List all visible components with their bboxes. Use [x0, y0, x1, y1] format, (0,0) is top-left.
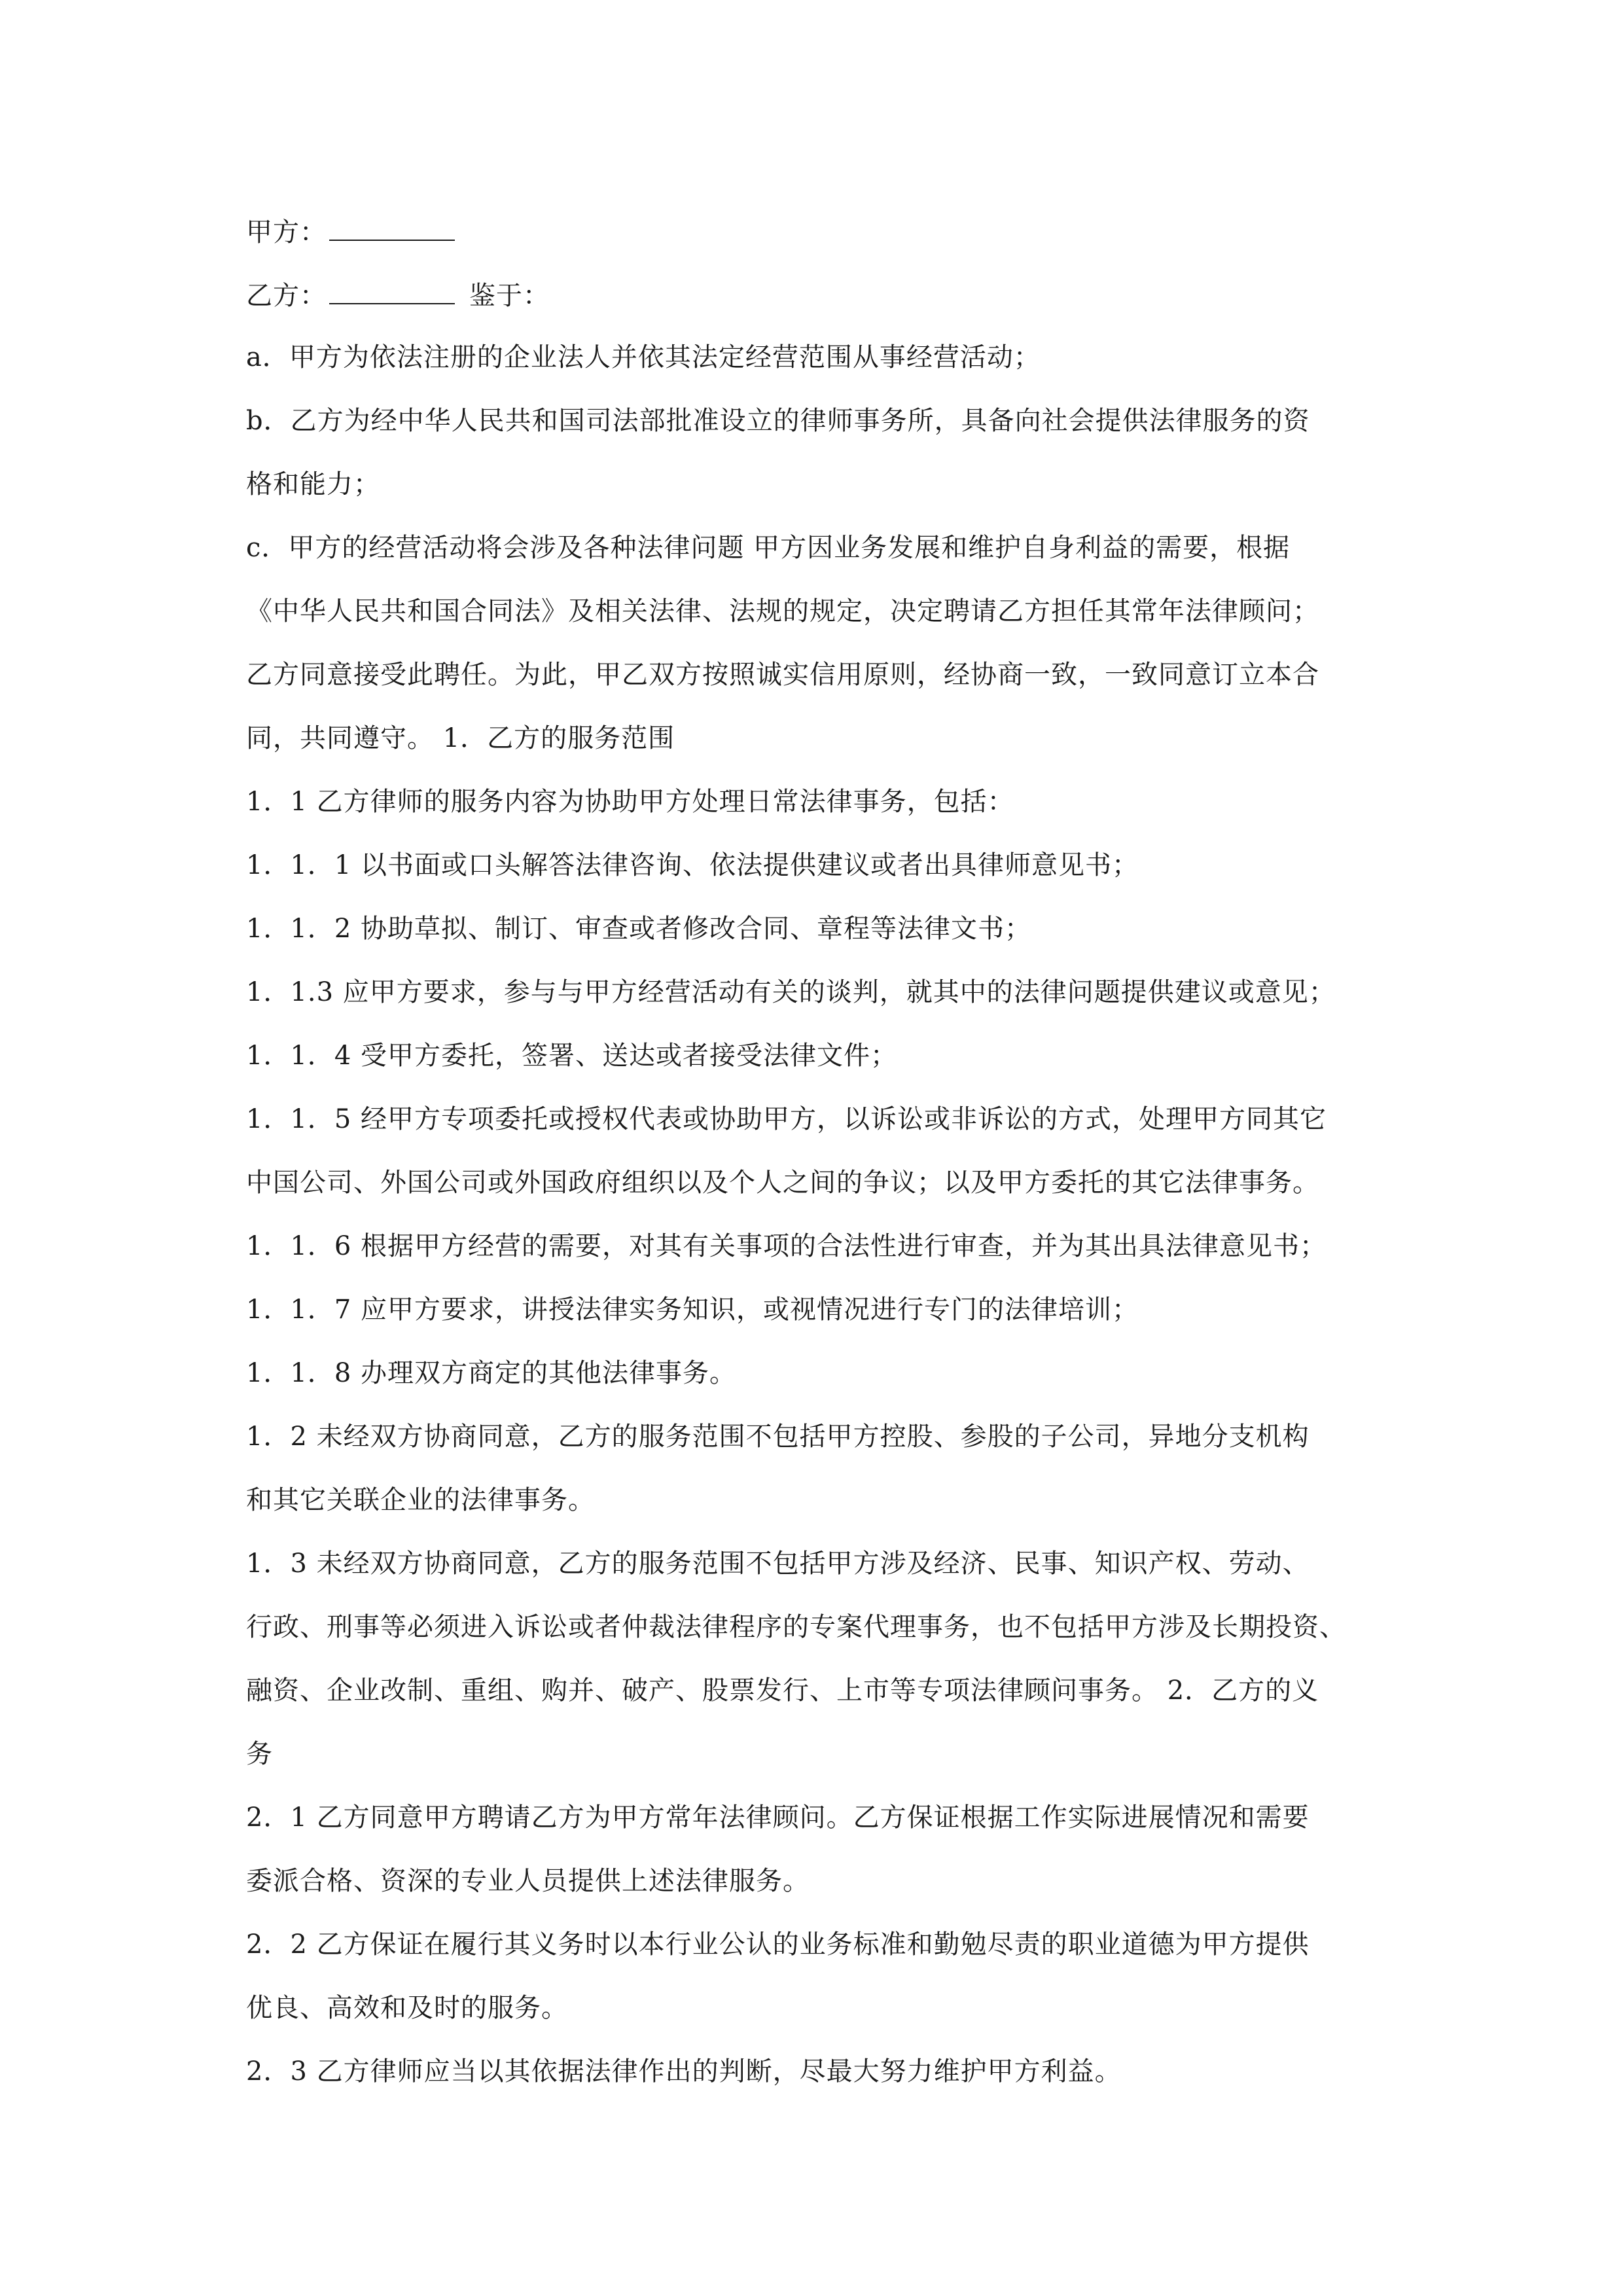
text-line: 乙方同意接受此聘任。为此，甲乙双方按照诚实信用原则，经协商一致，一致同意订立本合	[246, 660, 1319, 690]
text-line: 行政、刑事等必须进入诉讼或者仲裁法律程序的专案代理事务，也不包括甲方涉及长期投资、	[246, 1612, 1346, 1642]
text-line: 1．1 乙方律师的服务内容为协助甲方处理日常法律事务，包括：	[246, 787, 1014, 817]
text-line: 务	[246, 1739, 273, 1769]
text-line: 融资、企业改制、重组、购并、破产、股票发行、上市等专项法律顾问事务。 2．乙方的义	[246, 1676, 1319, 1706]
party-b-line	[246, 274, 1398, 338]
text-line: 1．1．8 办理双方商定的其他法律事务。	[246, 1358, 737, 1388]
text-line: 同，共同遵守。 1．乙方的服务范围	[246, 723, 675, 753]
text-line: 1．1．1 以书面或口头解答法律咨询、依法提供建议或者出具律师意见书；	[246, 850, 1139, 880]
text-line: 1．1．6 根据甲方经营的需要，对其有关事项的合法性进行审查，并为其出具法律意见书；	[246, 1231, 1327, 1261]
text-line: 1．1．7 应甲方要求，讲授法律实务知识，或视情况进行专门的法律培训；	[246, 1295, 1139, 1325]
text-line: 格和能力；	[246, 469, 380, 499]
text-line: 1．3 未经双方协商同意，乙方的服务范围不包括甲方涉及经济、民事、知识产权、劳动、	[246, 1549, 1310, 1579]
text-line: 委派合格、资深的专业人员提供上述法律服务。	[246, 1866, 810, 1896]
text-line: 1．1．2 协助草拟、制订、审查或者修改合同、章程等法律文书；	[246, 914, 1032, 944]
text-line: b．乙方为经中华人民共和国司法部批准设立的律师事务所，具备向社会提供法律服务的资	[246, 406, 1310, 436]
text-line: 1．1．4 受甲方委托，签署、送达或者接受法律文件；	[246, 1041, 898, 1071]
text-line: 1．1．5 经甲方专项委托或授权代表或协助甲方，以诉讼或非诉讼的方式，处理甲方同其它	[246, 1104, 1327, 1134]
text-line: 2．3 乙方律师应当以其依据法律作出的判断，尽最大努力维护甲方利益。	[246, 2056, 1122, 2087]
text-line: 1．1.3 应甲方要求，参与与甲方经营活动有关的谈判，就其中的法律问题提供建议或意见；	[246, 977, 1336, 1007]
party-a-blank	[329, 211, 455, 241]
whereas-label: 鉴于：	[469, 281, 550, 311]
text-line: 《中华人民共和国合同法》及相关法律、法规的规定，决定聘请乙方担任其常年法律顾问；	[246, 596, 1319, 626]
party-b-label: 乙方：	[246, 281, 327, 311]
text-line: 中国公司、外国公司或外国政府组织以及个人之间的争议；以及甲方委托的其它法律事务。	[246, 1168, 1319, 1198]
text-line: c．甲方的经营活动将会涉及各种法律问题 甲方因业务发展和维护自身利益的需要，根据	[246, 533, 1291, 563]
text-line: 和其它关联企业的法律事务。	[246, 1485, 595, 1515]
text-line: a．甲方为依法注册的企业法人并依其法定经营范围从事经营活动；	[246, 342, 1041, 372]
party-a-line	[246, 211, 1398, 274]
text-line: 2．2 乙方保证在履行其义务时以本行业公认的业务标准和勤勉尽责的职业道德为甲方提供	[246, 1929, 1310, 1960]
party-a-label: 甲方：	[246, 217, 327, 247]
text-line: 2．1 乙方同意甲方聘请乙方为甲方常年法律顾问。乙方保证根据工作实际进展情况和需要	[246, 1803, 1310, 1833]
contract-body	[246, 211, 1398, 2115]
text-line: 优良、高效和及时的服务。	[246, 1993, 568, 2023]
party-b-blank	[329, 274, 455, 304]
text-line: 1．2 未经双方协商同意，乙方的服务范围不包括甲方控股、参股的子公司，异地分支机构	[246, 1422, 1310, 1452]
